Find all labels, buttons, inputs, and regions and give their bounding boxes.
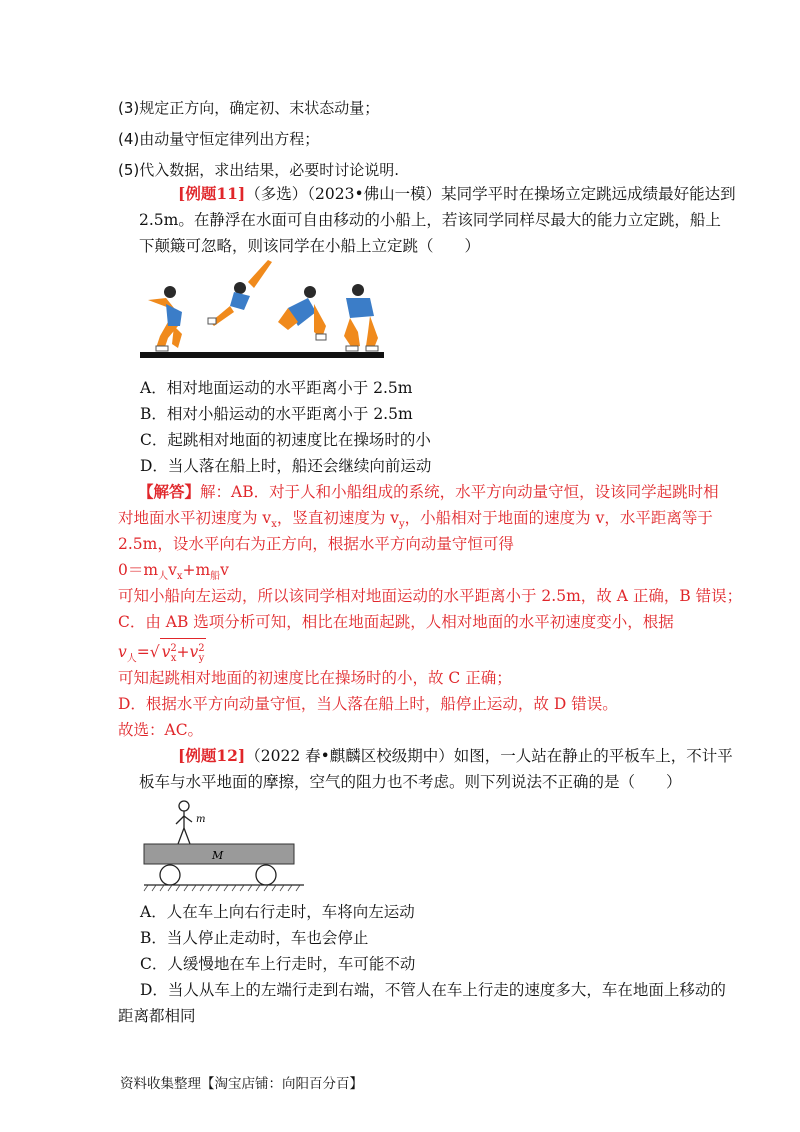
example12-line1 (178, 746, 733, 766)
answer11-line8: 故选：AC。 (118, 721, 204, 739)
example11-line2: 2.5m。在静浮在水面可自由移动的小船上，若该同学同样尽最大的能力立定跳，船上 (139, 211, 721, 229)
example11-option-c: C．起跳相对地面的初速度比在操场时的小 (140, 431, 431, 449)
stick-person (176, 801, 192, 844)
cart-wheel-left (160, 865, 180, 885)
ground-hatch (144, 885, 300, 891)
example11-option-b: B．相对小船运动的水平距离小于 2.5m (140, 405, 413, 423)
long-jump-figure (138, 252, 388, 364)
example11-option-a: A．相对地面运动的水平距离小于 2.5m (140, 379, 413, 397)
ground-bar (140, 352, 384, 358)
label-M: M (212, 849, 224, 862)
example11-line1 (178, 184, 736, 204)
answer11-line4: 可知小船向左运动，所以该同学相对地面运动的水平距离小于 2.5m，故 A 正确，B 错误； (118, 587, 743, 605)
cart-wheel-right (256, 865, 276, 885)
example12-option-b: B．当人停止走动时，车也会停止 (140, 929, 369, 947)
answer11-line6: 可知起跳相对地面的初速度比在操场时的小，故 C 正确； (118, 669, 512, 687)
example11-tag: [例题11] (178, 184, 246, 203)
answer11-equation: $0=m_人v_x+m_船v$ (118, 561, 229, 583)
example12-option-a: A．人在车上向右行走时，车将向左运动 (140, 903, 415, 921)
jumper-crouch (148, 286, 182, 351)
jumper-takeoff (208, 260, 272, 326)
answer11-text1: 解：AB．对于人和小船组成的系统，水平方向动量守恒，设该同学起跳时相 (200, 483, 719, 501)
example12-option-c: C．人缓慢地在车上行走时，车可能不动 (140, 955, 416, 973)
answer11-line7: D．根据水平方向动量守恒，当人落在船上时，船停止运动，故 D 错误。 (118, 695, 618, 713)
jumper-tuck (278, 286, 326, 340)
jumper-land (344, 284, 378, 351)
example11-line3: 下颠簸可忽略，则该同学在小船上立定跳（ ） (139, 237, 481, 255)
footer-source: 资料收集整理【淘宝店铺：向阳百分百】 (120, 1076, 363, 1092)
example12-option-d-cont: 距离都相同 (118, 1007, 196, 1025)
answer11-line5: C．由 AB 选项分析可知，相比在地面起跳，人相对地面的水平初速度变小，根据 (118, 613, 674, 631)
example11-option-d: D．当人落在船上时，船还会继续向前运动 (140, 457, 432, 475)
answer11-tag: 【解答】 (138, 482, 201, 501)
label-m: m (196, 814, 206, 825)
answer11-line1 (138, 482, 719, 502)
example12-text1: （2022 春•麒麟区校级期中）如图，一人站在静止的平板车上，不计平 (245, 747, 733, 765)
answer11-line2: 对地面水平初速度为 $v_x$，竖直初速度为 $v_y$，小船相对于地面的速度为 v，水平距离等于 (118, 509, 713, 531)
step-3: (3)规定正方向，确定初、末状态动量； (118, 99, 380, 117)
answer11-formula: $v_人=√$ $v^2_x+v^2_y$ (118, 638, 206, 666)
step-4: (4)由动量守恒定律列出方程； (118, 130, 320, 148)
example12-tag: [例题12] (178, 746, 246, 765)
example11-text1: （多选）（2023•佛山一模）某同学平时在操场立定跳远成绩最好能达到 (245, 185, 736, 203)
step-5: (5)代入数据，求出结果，必要时讨论说明. (118, 161, 400, 179)
answer11-line3: 2.5m，设水平向右为正方向，根据水平方向动量守恒可得 (118, 535, 514, 553)
cart-figure (140, 796, 310, 892)
example12-option-d: D．当人从车上的左端行走到右端，不管人在车上行走的速度多大，车在地面上移动的 (140, 981, 726, 999)
example12-line2: 板车与水平地面的摩擦，空气的阻力也不考虑。则下列说法不正确的是（ ） (139, 773, 682, 791)
